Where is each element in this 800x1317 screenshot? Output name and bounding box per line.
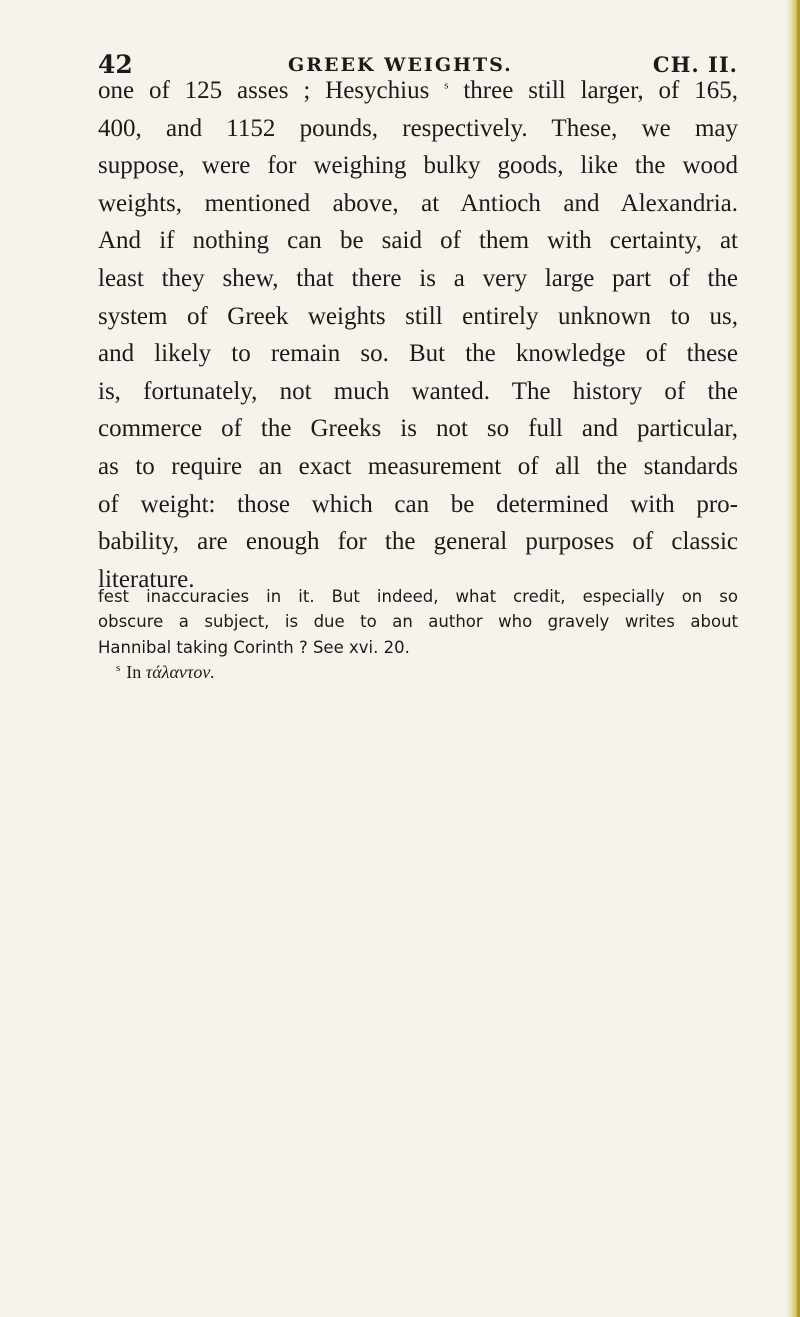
text-line: and likely to remain so. But the knowledge of these <box>98 340 738 368</box>
running-title: GREEK WEIGHTS. <box>288 54 513 76</box>
chapter-label: CH. II. <box>652 52 738 77</box>
text-line: And if nothing can be said of them with certainty, at <box>98 227 738 255</box>
text-line: commerce of the Greeks is not so full and particular, <box>98 415 738 443</box>
text-line: of weight: those which can be determined with pro- <box>98 490 738 518</box>
text-line: is, fortunately, not much wanted. The history of the <box>98 377 738 405</box>
footnote-mark: s <box>116 662 121 675</box>
text-line: as to require an exact measurement of all the standards <box>98 452 738 480</box>
main-text <box>98 72 738 598</box>
footnote-s <box>98 660 738 685</box>
greek-word: τάλαντον. <box>145 662 215 683</box>
footnote-line: fest inaccuracies in it. But indeed, what credit, especially on so <box>98 587 738 606</box>
footnotes <box>98 584 738 686</box>
text-line: suppose, were for weighing bulky goods, like the wood <box>98 152 738 180</box>
footnote-line: Hannibal taking Corinth ? See xvi. 20. <box>98 637 410 657</box>
footnote-prefix: In <box>126 662 142 683</box>
text-line: literature. <box>98 565 195 593</box>
text-line: 400, and 1152 pounds, respectively. These, we may <box>98 114 738 142</box>
text-line: weights, mentioned above, at Antioch and Alexandria. <box>98 189 738 217</box>
page-number: 42 <box>98 50 133 79</box>
text-line: bability, are enough for the general purposes of classic <box>98 528 738 556</box>
footnote-ref: s <box>444 79 449 92</box>
text-line: system of Greek weights still entirely unknown to us, <box>98 302 738 330</box>
text-line: one of 125 asses ; Hesychius $^s$ three still larger, of 165, <box>98 77 739 104</box>
footnote-line: obscure a subject, is due to an author who gravely writes about <box>98 612 738 632</box>
text-line: least they shew, that there is a very large part of the <box>98 264 738 292</box>
